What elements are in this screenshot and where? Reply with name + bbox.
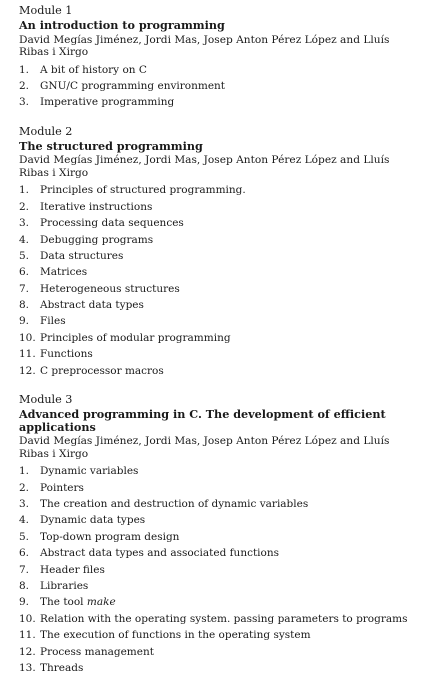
topic-number: 3. bbox=[19, 217, 30, 230]
topic-number: 7. bbox=[19, 563, 30, 576]
list-item bbox=[19, 480, 417, 496]
module-title: Advanced programming in C. The development of efficient applications bbox=[19, 407, 386, 434]
list-item bbox=[19, 199, 417, 215]
topic-text: GNU/C programming environment bbox=[40, 79, 226, 92]
list-item bbox=[19, 545, 417, 561]
topic-number: 2. bbox=[19, 200, 30, 213]
topic-text: C preprocessor macros bbox=[40, 364, 164, 377]
list-item bbox=[19, 594, 417, 610]
list-item bbox=[19, 232, 417, 248]
topic-number: 13. bbox=[19, 661, 36, 674]
list-item bbox=[19, 529, 417, 545]
module-authors: David Megías Jiménez, Jordi Mas, Josep Anton Pérez López and Lluís Ribas i Xirgo bbox=[19, 154, 390, 179]
list-item bbox=[19, 264, 417, 280]
topic-text: Files bbox=[40, 315, 66, 328]
topic-text bbox=[40, 594, 417, 610]
topic-number: 7. bbox=[19, 282, 30, 295]
module-label: Module 1 bbox=[19, 4, 73, 17]
topic-text: Iterative instructions bbox=[40, 200, 153, 213]
topic-text: Matrices bbox=[40, 266, 88, 279]
module-2 bbox=[19, 124, 417, 379]
list-item bbox=[19, 611, 417, 627]
topic-text: Relation with the operating system. passing parameters to programs bbox=[40, 612, 408, 625]
topic-text: Functions bbox=[40, 348, 93, 361]
list-item bbox=[19, 346, 417, 362]
topic-number: 11. bbox=[19, 348, 36, 361]
list-item bbox=[19, 330, 417, 346]
topic-number: 8. bbox=[19, 579, 30, 592]
topic-text: Top-down program design bbox=[40, 530, 180, 543]
module-label: Module 2 bbox=[19, 124, 73, 138]
list-item bbox=[19, 248, 417, 264]
list-item bbox=[19, 562, 417, 578]
topic-number: 6. bbox=[19, 547, 30, 560]
topic-number: 3. bbox=[19, 498, 30, 511]
list-item bbox=[19, 182, 417, 198]
topic-number: 4. bbox=[19, 514, 30, 527]
topic-text: Debugging programs bbox=[40, 233, 154, 246]
list-item bbox=[19, 363, 417, 379]
topic-list bbox=[19, 62, 417, 111]
module-label: Module 3 bbox=[19, 393, 73, 407]
topic-text: Process management bbox=[40, 645, 154, 658]
list-item bbox=[19, 78, 417, 94]
topic-text: Principles of structured programming. bbox=[40, 184, 246, 197]
topic-number: 4. bbox=[19, 233, 30, 246]
list-item bbox=[19, 627, 417, 643]
topic-text: The execution of functions in the operating system bbox=[40, 629, 311, 642]
topic-text: Dynamic data types bbox=[40, 514, 146, 527]
topic-text: Abstract data types and associated functions bbox=[40, 547, 280, 560]
topic-number: 6. bbox=[19, 266, 30, 279]
topic-number: 10. bbox=[19, 331, 36, 344]
topic-number: 5. bbox=[19, 249, 30, 262]
module-title: An introduction to programming bbox=[19, 18, 225, 32]
list-item bbox=[19, 512, 417, 528]
module-authors: David Megías Jiménez, Jordi Mas, Josep Anton Pérez López and Lluís Ribas i Xirgo bbox=[19, 435, 390, 460]
topic-number: 2. bbox=[19, 79, 30, 92]
topic-text: Threads bbox=[40, 661, 84, 674]
topic-text: The creation and destruction of dynamic variables bbox=[40, 498, 309, 511]
list-item bbox=[19, 660, 417, 676]
topic-text: Processing data sequences bbox=[40, 217, 184, 230]
topic-list bbox=[19, 463, 417, 676]
topic-text: Principles of modular programming bbox=[40, 331, 231, 344]
list-item bbox=[19, 496, 417, 512]
list-item bbox=[19, 94, 417, 110]
topic-number: 1. bbox=[19, 184, 30, 197]
topic-text: Heterogeneous structures bbox=[40, 282, 180, 295]
list-item bbox=[19, 215, 417, 231]
topic-text: Header files bbox=[40, 563, 105, 576]
topic-number: 1. bbox=[19, 465, 30, 478]
topic-number: 2. bbox=[19, 481, 30, 494]
topic-list bbox=[19, 182, 417, 379]
list-item bbox=[19, 313, 417, 329]
topic-number: 3. bbox=[19, 96, 30, 109]
list-item bbox=[19, 578, 417, 594]
topic-number: 9. bbox=[19, 315, 30, 328]
list-item bbox=[19, 297, 417, 313]
topic-number: 12. bbox=[19, 364, 36, 377]
topic-text: Dynamic variables bbox=[40, 465, 139, 478]
list-item bbox=[19, 62, 417, 78]
topic-number: 5. bbox=[19, 530, 30, 543]
module-1 bbox=[19, 3, 417, 111]
topic-number: 1. bbox=[19, 63, 30, 76]
topic-number: 9. bbox=[19, 596, 30, 609]
topic-text-emphasis: make bbox=[86, 596, 116, 609]
topic-text: Data structures bbox=[40, 249, 124, 262]
topic-text: Libraries bbox=[40, 579, 89, 592]
topic-text: Pointers bbox=[40, 481, 84, 494]
module-title: The structured programming bbox=[19, 138, 203, 153]
list-item bbox=[19, 644, 417, 660]
module-3 bbox=[19, 392, 417, 676]
topic-number: 11. bbox=[19, 629, 36, 642]
topic-text: Imperative programming bbox=[40, 96, 175, 109]
list-item bbox=[19, 463, 417, 479]
topic-number: 12. bbox=[19, 645, 36, 658]
topic-text-plain: The tool bbox=[40, 596, 87, 609]
topic-number: 8. bbox=[19, 299, 30, 312]
topic-text: Abstract data types bbox=[40, 299, 144, 312]
topic-number: 10. bbox=[19, 612, 36, 625]
module-authors: David Megías Jiménez, Jordi Mas, Josep Anton Pérez López and Lluís Ribas i Xirgo bbox=[19, 33, 390, 59]
list-item bbox=[19, 281, 417, 297]
topic-text: A bit of history on C bbox=[40, 63, 147, 76]
